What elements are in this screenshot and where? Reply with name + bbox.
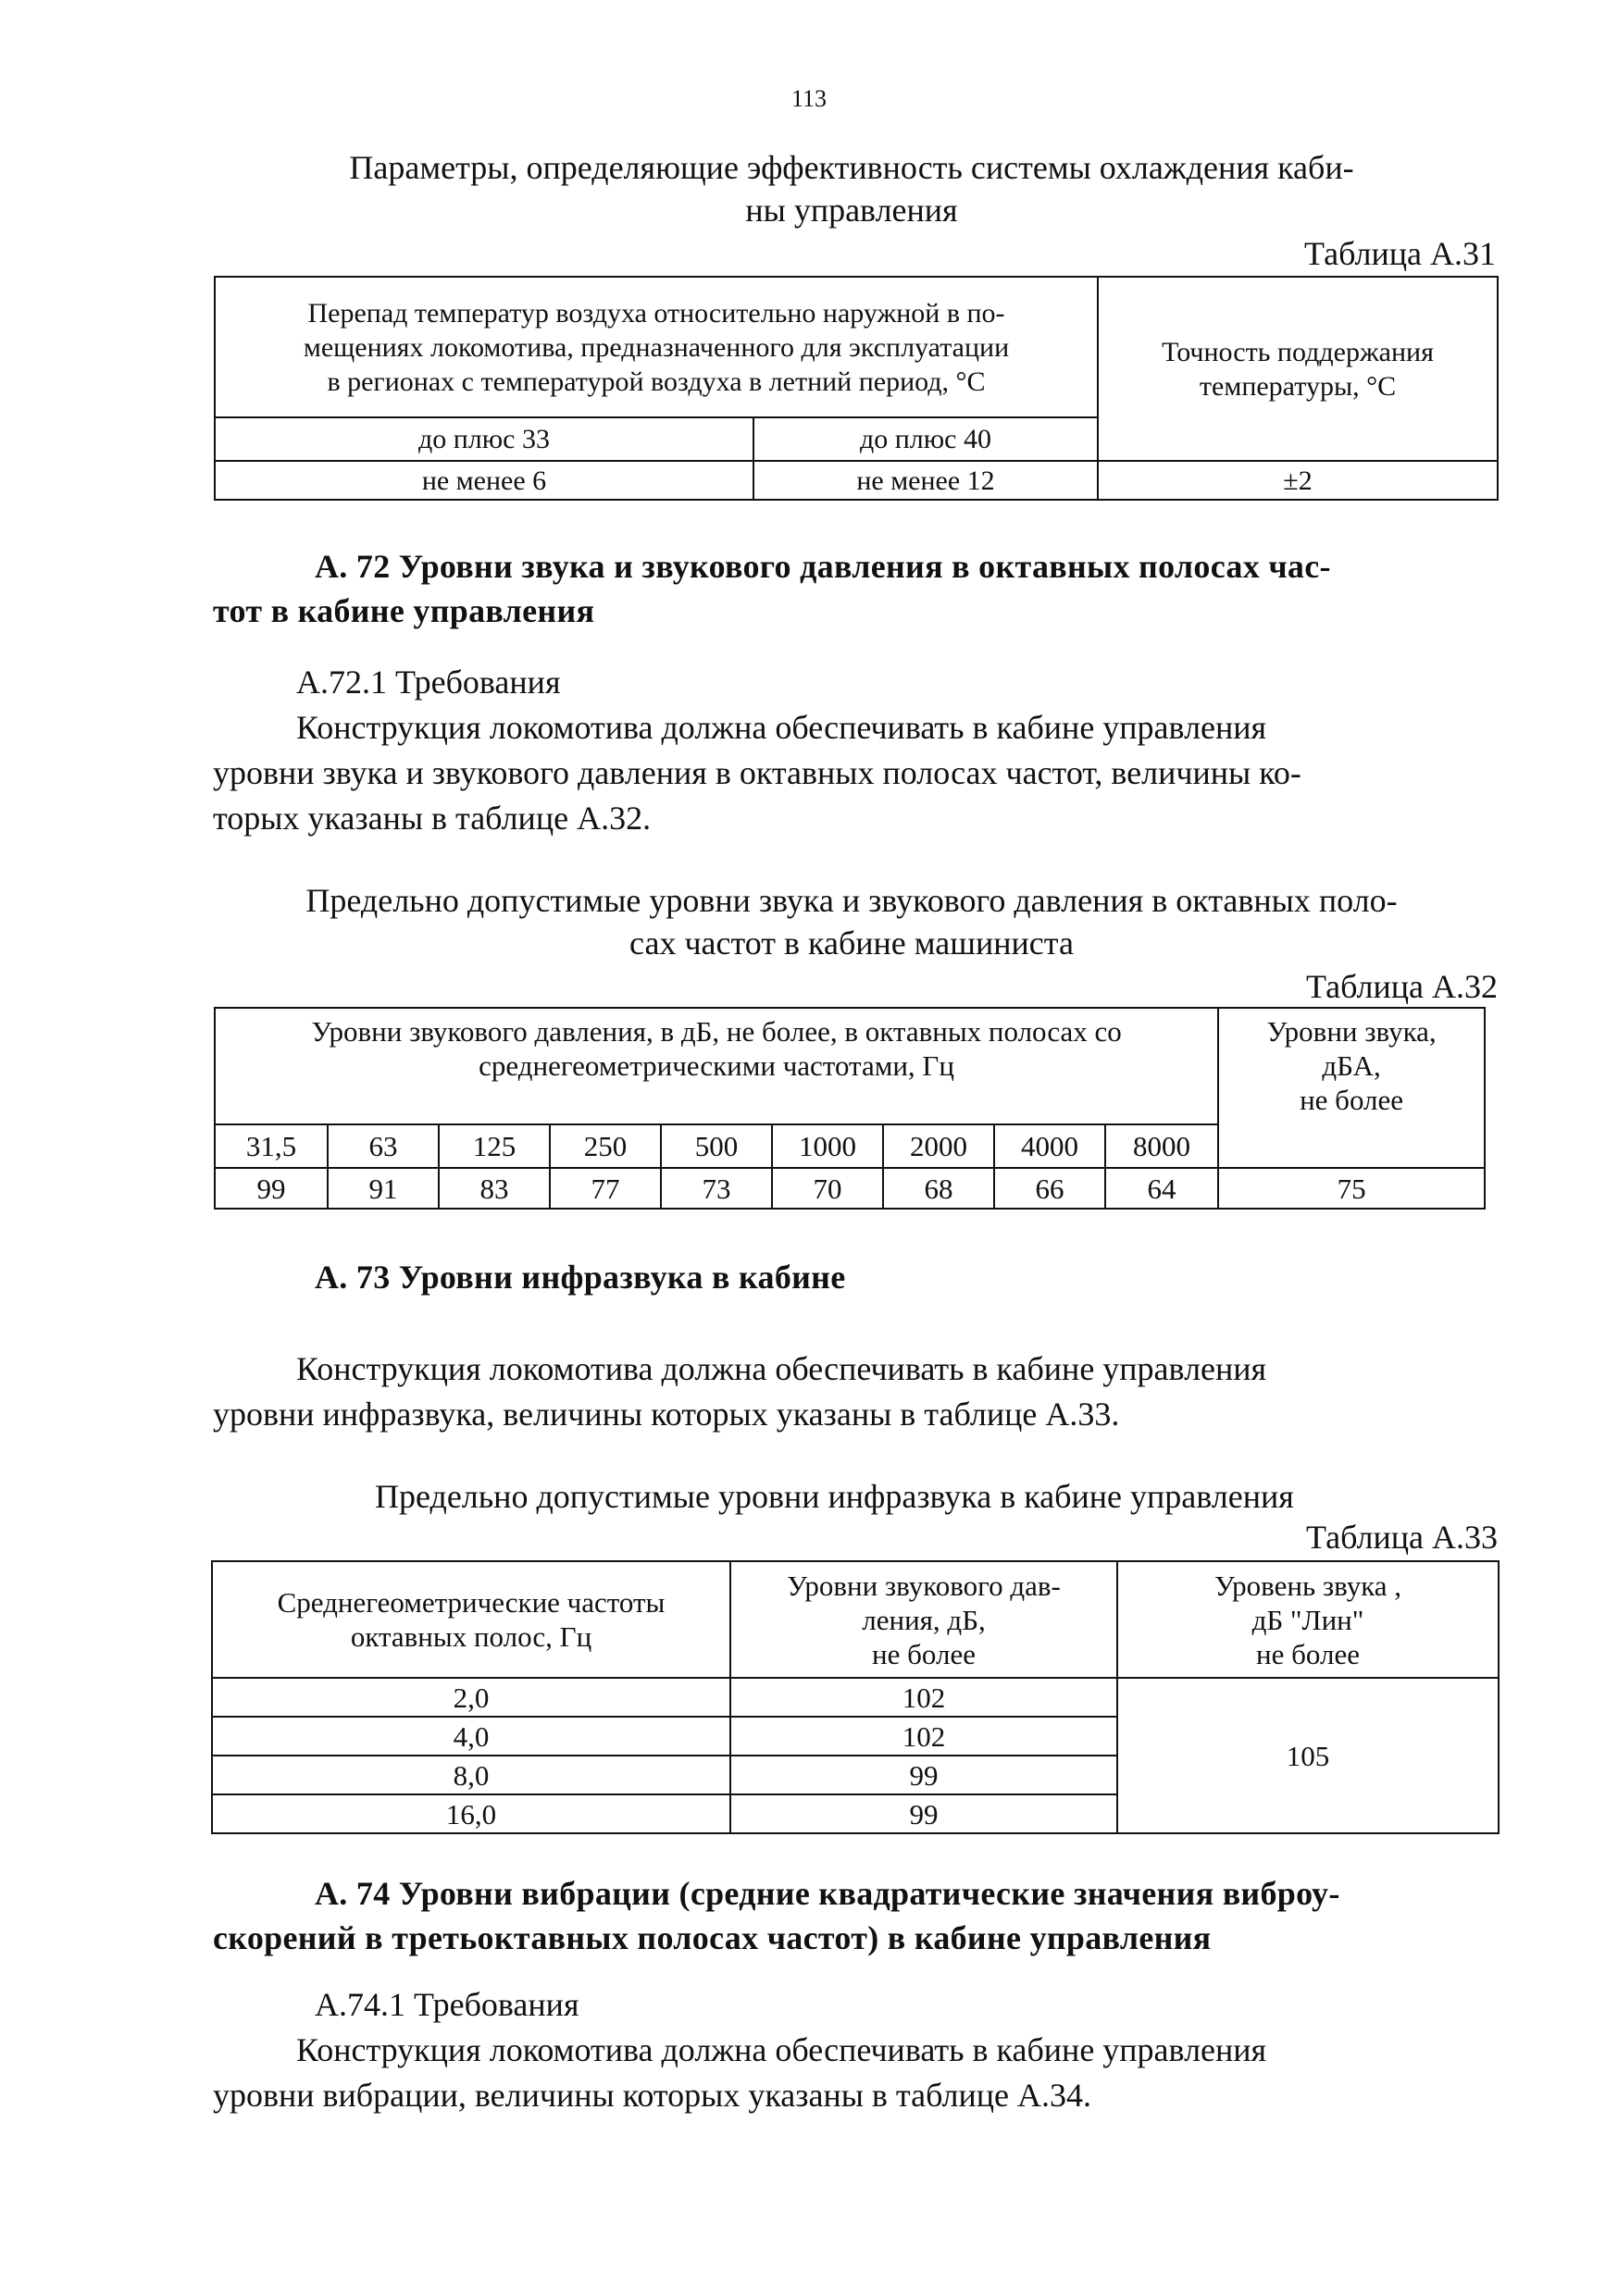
section-a74-heading: А. 74 Уровни вибрации (средние квадратические значения виброу- скорений в третьоктавных полосах частот) в кабине управления xyxy=(213,1875,1340,1956)
table-cell: не менее 6 xyxy=(215,461,753,500)
table-row xyxy=(215,461,1498,500)
table-cell: 64 xyxy=(1105,1168,1218,1209)
caption-line: ны управления xyxy=(745,192,958,229)
table-cell: не менее 12 xyxy=(753,461,1098,500)
table-cell: 70 xyxy=(772,1168,883,1209)
table-cell: 16,0 xyxy=(212,1794,730,1833)
table-a33-header-pressure: Уровни звукового дав- ления, дБ, не более xyxy=(730,1561,1117,1678)
table-cell: 83 xyxy=(439,1168,550,1209)
section-a73-body: Конструкция локомотива должна обеспечивать в кабине управления уровни инфразвука, величины которых указаны в таблице А.33. xyxy=(213,1350,1267,1433)
table-a31 xyxy=(214,276,1499,501)
table-a32 xyxy=(214,1007,1486,1210)
section-a73-heading: А. 73 Уровни инфразвука в кабине xyxy=(315,1259,846,1296)
table-cell: 1000 xyxy=(772,1124,883,1168)
table-cell: 99 xyxy=(730,1794,1117,1833)
table-cell: 73 xyxy=(661,1168,772,1209)
section-a72-heading: А. 72 Уровни звука и звукового давления в октавных полосах час- тот в кабине управления xyxy=(213,548,1331,629)
table-a33-header-level: Уровень звука , дБ "Лин" не более xyxy=(1117,1561,1499,1678)
table-a32-label: Таблица А.32 xyxy=(1306,968,1498,1005)
table-cell: 66 xyxy=(994,1168,1105,1209)
table-cell: 63 xyxy=(328,1124,439,1168)
table-a32-caption: Предельно допустимые уровни звука и звукового давления в октавных поло- сах частот в кабине машиниста xyxy=(305,882,1398,962)
table-cell: 102 xyxy=(730,1678,1117,1717)
table-cell: 250 xyxy=(550,1124,661,1168)
caption-line: Параметры, определяющие эффективность системы охлаждения каби- xyxy=(349,149,1354,186)
table-cell: 77 xyxy=(550,1168,661,1209)
table-cell: 4,0 xyxy=(212,1717,730,1756)
table-cell: 31,5 xyxy=(215,1124,328,1168)
table-a31-subheader: до плюс 33 xyxy=(215,417,753,461)
table-a32-value-row xyxy=(215,1168,1485,1209)
table-a32-header-left: Уровни звукового давления, в дБ, не более, в октавных полосах со среднегеометрическими частотами, Гц xyxy=(215,1008,1218,1124)
table-a31-caption xyxy=(194,146,1509,231)
table-cell: 500 xyxy=(661,1124,772,1168)
table-a33 xyxy=(211,1560,1500,1834)
table-a31-label: Таблица А.31 xyxy=(1304,235,1496,272)
table-a33-caption: Предельно допустимые уровни инфразвука в кабине управления xyxy=(375,1478,1294,1515)
table-a31-header-left: Перепад температур воздуха относительно наружной в по- мещениях локомотива, предназначенного для эксплуатации в регионах с температурой воздуха в летний период, °С xyxy=(215,277,1098,417)
section-a72-subheading: А.72.1 Требования xyxy=(296,664,561,701)
table-cell: 2,0 xyxy=(212,1678,730,1717)
table-cell: 105 xyxy=(1117,1678,1499,1833)
table-cell: 125 xyxy=(439,1124,550,1168)
table-a31-subheader: до плюс 40 xyxy=(753,417,1098,461)
table-cell: 102 xyxy=(730,1717,1117,1756)
page-number: 113 xyxy=(790,85,828,112)
table-row xyxy=(212,1678,1499,1717)
table-cell: 99 xyxy=(215,1168,328,1209)
table-cell: 8,0 xyxy=(212,1756,730,1794)
table-cell: 99 xyxy=(730,1756,1117,1794)
table-cell: 2000 xyxy=(883,1124,994,1168)
table-cell: 8000 xyxy=(1105,1124,1218,1168)
section-a74-body: Конструкция локомотива должна обеспечивать в кабине управления уровни вибрации, величины которых указаны в таблице А.34. xyxy=(213,2031,1267,2114)
table-a31-header-right: Точность поддержания температуры, °С xyxy=(1098,277,1498,461)
table-cell: ±2 xyxy=(1098,461,1498,500)
section-a72-body: Конструкция локомотива должна обеспечивать в кабине управления уровни звука и звукового давления в октавных полосах частот, величины ко- торых указаны в таблице А.32. xyxy=(213,709,1301,837)
table-a33-header-freq: Среднегеометрические частоты октавных полос, Гц xyxy=(212,1561,730,1678)
section-a74-subheading: А.74.1 Требования xyxy=(315,1986,579,2023)
table-a33-label: Таблица А.33 xyxy=(1306,1519,1498,1556)
table-cell: 68 xyxy=(883,1168,994,1209)
table-a32-header-right: Уровни звука, дБА, не более xyxy=(1218,1008,1485,1168)
table-cell: 75 xyxy=(1218,1168,1485,1209)
table-cell: 91 xyxy=(328,1168,439,1209)
table-cell: 4000 xyxy=(994,1124,1105,1168)
